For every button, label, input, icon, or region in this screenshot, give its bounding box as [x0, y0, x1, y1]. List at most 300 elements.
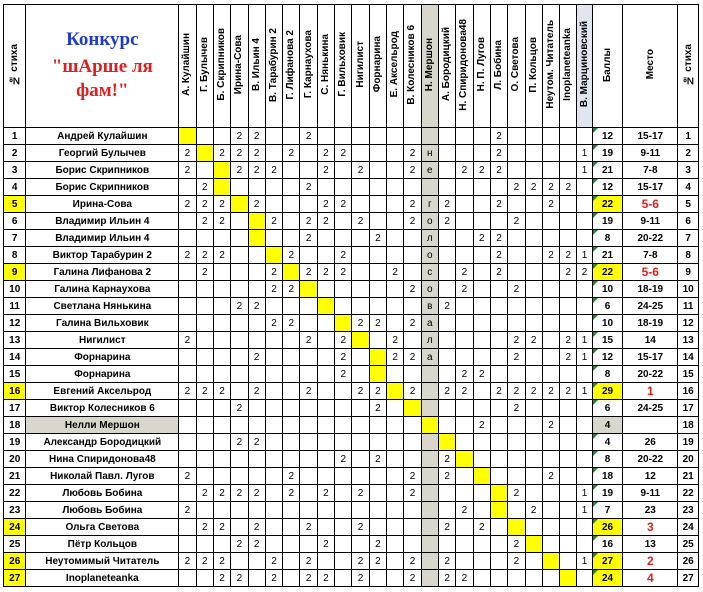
vote-cell	[525, 315, 542, 332]
vote-cell	[490, 349, 507, 366]
vote-cell: 2	[283, 315, 300, 332]
vote-cell: 2	[265, 553, 282, 570]
corner-mark-icon	[593, 145, 598, 150]
vote-cell	[456, 145, 473, 162]
vote-cell	[213, 451, 230, 468]
vote-cell	[387, 281, 404, 298]
row-number-right: 18	[678, 417, 699, 434]
vote-cell: 2	[196, 383, 213, 400]
vote-cell	[352, 502, 369, 519]
author-name: Андрей Кулайшин	[26, 128, 179, 145]
place-cell: 20-22	[623, 230, 678, 247]
score-cell	[592, 400, 623, 417]
score-value: 18	[601, 470, 614, 482]
vote-cell	[179, 230, 196, 247]
vote-cell: 2	[404, 349, 421, 366]
vote-cell	[248, 332, 265, 349]
vote-cell	[542, 536, 559, 553]
vote-cell: 2	[300, 519, 317, 536]
author-name: Пётр Кольцов	[26, 536, 179, 553]
column-header-label: В. Марциновский	[579, 21, 591, 108]
vote-cell	[369, 213, 386, 230]
vote-cell	[317, 332, 334, 349]
vote-cell	[265, 366, 282, 383]
table-row	[4, 264, 699, 281]
vote-cell	[490, 502, 507, 519]
vote-cell	[560, 553, 577, 570]
vote-cell: 2	[352, 485, 369, 502]
vote-cell	[404, 128, 421, 145]
score-value: 8	[604, 232, 611, 244]
vote-cell	[525, 196, 542, 213]
row-number-right: 21	[678, 468, 699, 485]
vote-cell: 2	[300, 570, 317, 587]
vote-cell	[560, 281, 577, 298]
author-name: Владимир Ильин 4	[26, 230, 179, 247]
corner-mark-icon	[593, 332, 598, 337]
score-cell	[592, 349, 623, 366]
vote-cell	[421, 400, 438, 417]
vote-cell	[577, 570, 592, 587]
vote-cell	[196, 417, 213, 434]
row-number: 2	[4, 145, 26, 162]
vote-cell: 2	[248, 145, 265, 162]
corner-mark-icon	[593, 196, 598, 201]
vote-cell: 2	[404, 468, 421, 485]
vote-cell	[265, 519, 282, 536]
column-header-label: П. Кольцов	[527, 36, 539, 93]
column-header-voter	[300, 5, 317, 128]
vote-cell: о	[421, 247, 438, 264]
place-cell: 3	[623, 519, 678, 536]
vote-cell	[438, 536, 455, 553]
row-number: 16	[4, 383, 26, 400]
vote-cell: 2	[196, 264, 213, 281]
vote-cell	[404, 536, 421, 553]
row-number-right: 22	[678, 485, 699, 502]
place-cell: 20-22	[623, 366, 678, 383]
vote-cell	[387, 383, 404, 400]
vote-cell	[213, 315, 230, 332]
column-header-voter	[490, 5, 507, 128]
vote-cell	[317, 468, 334, 485]
vote-cell	[577, 451, 592, 468]
author-name: Борис Скрипников	[26, 162, 179, 179]
vote-cell	[335, 383, 352, 400]
row-number-right: 5	[678, 196, 699, 213]
author-name: Любовь Бобина	[26, 502, 179, 519]
vote-cell	[369, 519, 386, 536]
row-number: 15	[4, 366, 26, 383]
vote-cell	[283, 332, 300, 349]
vote-cell	[421, 128, 438, 145]
vote-cell: 2	[213, 145, 230, 162]
vote-cell	[352, 451, 369, 468]
vote-cell	[421, 383, 438, 400]
place-header-label: Место	[644, 49, 656, 80]
vote-cell	[560, 468, 577, 485]
author-name: Форнарина	[26, 366, 179, 383]
vote-cell	[231, 281, 248, 298]
vote-cell	[265, 179, 282, 196]
score-value: 6	[604, 402, 611, 414]
place-cell: 20-22	[623, 451, 678, 468]
vote-cell: 2	[283, 281, 300, 298]
vote-cell	[179, 349, 196, 366]
column-header-label: Г. Вильховик	[337, 32, 349, 97]
author-name: Николай Павл. Лугов	[26, 468, 179, 485]
vote-cell	[438, 128, 455, 145]
vote-cell	[265, 383, 282, 400]
vote-cell	[387, 570, 404, 587]
vote-cell	[352, 145, 369, 162]
vote-cell	[335, 519, 352, 536]
vote-cell	[317, 281, 334, 298]
score-cell	[592, 502, 623, 519]
vote-cell	[352, 179, 369, 196]
row-number-right: 6	[678, 213, 699, 230]
score-cell	[592, 264, 623, 281]
vote-cell: 2	[542, 179, 559, 196]
vote-cell	[369, 366, 386, 383]
vote-cell	[490, 434, 507, 451]
vote-cell	[508, 230, 525, 247]
vote-cell	[387, 366, 404, 383]
vote-cell	[369, 570, 386, 587]
vote-cell	[352, 281, 369, 298]
vote-cell	[317, 434, 334, 451]
vote-cell	[179, 519, 196, 536]
vote-cell	[335, 553, 352, 570]
vote-cell	[196, 451, 213, 468]
vote-cell	[560, 128, 577, 145]
vote-cell	[387, 502, 404, 519]
vote-cell	[352, 536, 369, 553]
vote-cell	[231, 196, 248, 213]
vote-cell: 2	[213, 570, 230, 587]
vote-cell	[335, 502, 352, 519]
author-name: Любовь Бобина	[26, 485, 179, 502]
vote-cell: 2	[283, 145, 300, 162]
vote-cell: 2	[265, 213, 282, 230]
place-cell: 24-25	[623, 298, 678, 315]
vote-cell: о	[421, 281, 438, 298]
vote-cell	[473, 553, 490, 570]
vote-cell: 2	[248, 519, 265, 536]
vote-cell	[508, 366, 525, 383]
vote-cell	[300, 162, 317, 179]
vote-cell	[265, 349, 282, 366]
vote-cell: 2	[335, 332, 352, 349]
vote-cell: 2	[317, 213, 334, 230]
author-name: Евгений Аксельрод	[26, 383, 179, 400]
author-name: Галина Карнаухова	[26, 281, 179, 298]
vote-cell	[508, 145, 525, 162]
vote-cell	[265, 230, 282, 247]
row-number: 8	[4, 247, 26, 264]
vote-cell: 2	[352, 383, 369, 400]
table-row	[4, 315, 699, 332]
row-number: 26	[4, 553, 26, 570]
row-number: 7	[4, 230, 26, 247]
corner-mark-icon	[593, 485, 598, 490]
vote-cell	[248, 281, 265, 298]
vote-cell	[577, 230, 592, 247]
vote-cell	[542, 400, 559, 417]
vote-cell	[577, 417, 592, 434]
vote-cell	[300, 315, 317, 332]
vote-cell: 2	[248, 383, 265, 400]
vote-cell	[473, 145, 490, 162]
vote-cell	[404, 264, 421, 281]
score-cell	[592, 434, 623, 451]
vote-cell: 2	[300, 128, 317, 145]
column-header-label: Б. Скрипников	[216, 28, 228, 101]
vote-cell: 2	[283, 485, 300, 502]
vote-cell: 2	[196, 247, 213, 264]
vote-cell	[213, 366, 230, 383]
vote-cell: 2	[404, 383, 421, 400]
vote-cell: 2	[317, 570, 334, 587]
vote-cell	[404, 400, 421, 417]
vote-cell	[335, 179, 352, 196]
place-cell: 5-6	[623, 264, 678, 281]
vote-cell	[542, 264, 559, 281]
vote-cell	[490, 468, 507, 485]
vote-cell	[213, 349, 230, 366]
vote-cell	[404, 332, 421, 349]
vote-cell: 2	[456, 383, 473, 400]
vote-cell	[490, 400, 507, 417]
vote-cell	[577, 213, 592, 230]
vote-cell: 2	[231, 162, 248, 179]
vote-cell	[542, 485, 559, 502]
score-value: 7	[604, 504, 611, 516]
vote-cell	[387, 298, 404, 315]
vote-cell	[231, 366, 248, 383]
row-number-right: 11	[678, 298, 699, 315]
vote-cell	[352, 366, 369, 383]
vote-cell	[542, 315, 559, 332]
vote-cell	[560, 213, 577, 230]
vote-cell	[369, 162, 386, 179]
author-name: Галина Лифанова 2	[26, 264, 179, 281]
vote-cell	[473, 349, 490, 366]
row-number-right: 3	[678, 162, 699, 179]
vote-cell	[231, 502, 248, 519]
vote-cell	[525, 451, 542, 468]
vote-cell: 2	[317, 485, 334, 502]
vote-cell: 2	[179, 196, 196, 213]
vote-cell	[421, 468, 438, 485]
vote-cell	[335, 468, 352, 485]
score-value: 29	[601, 385, 614, 397]
vote-cell	[265, 196, 282, 213]
vote-cell	[473, 434, 490, 451]
vote-cell: 2	[508, 281, 525, 298]
vote-cell	[542, 298, 559, 315]
vote-cell: 2	[525, 502, 542, 519]
table-row	[4, 383, 699, 400]
vote-cell	[577, 315, 592, 332]
num-header	[4, 5, 26, 128]
vote-cell	[265, 502, 282, 519]
vote-cell: 2	[369, 383, 386, 400]
results-table	[3, 4, 699, 587]
vote-cell	[508, 519, 525, 536]
score-value: 19	[601, 487, 614, 499]
vote-cell	[231, 264, 248, 281]
vote-cell	[490, 519, 507, 536]
place-cell: 14	[623, 332, 678, 349]
author-name: Виктор Колесников 6	[26, 400, 179, 417]
column-header-label: В. Колесников 6	[406, 24, 418, 105]
vote-cell	[179, 366, 196, 383]
score-cell	[592, 485, 623, 502]
vote-cell	[231, 332, 248, 349]
row-number-right: 12	[678, 315, 699, 332]
vote-cell	[283, 553, 300, 570]
vote-cell	[508, 128, 525, 145]
place-cell: 18-19	[623, 315, 678, 332]
author-name: Нигилист	[26, 332, 179, 349]
column-header-voter	[213, 5, 230, 128]
column-header-voter	[525, 5, 542, 128]
vote-cell	[473, 213, 490, 230]
row-number: 11	[4, 298, 26, 315]
vote-cell	[490, 315, 507, 332]
table-row	[4, 145, 699, 162]
vote-cell	[525, 230, 542, 247]
vote-cell	[473, 247, 490, 264]
table-row	[4, 570, 699, 587]
column-header-label: С. Нянькина	[319, 34, 331, 95]
column-header-voter	[283, 5, 300, 128]
table-row	[4, 553, 699, 570]
vote-cell	[179, 128, 196, 145]
vote-cell	[577, 519, 592, 536]
vote-cell: 2	[369, 536, 386, 553]
row-number-right: 26	[678, 553, 699, 570]
vote-cell	[542, 434, 559, 451]
vote-cell	[525, 417, 542, 434]
vote-cell	[508, 196, 525, 213]
vote-cell: 2	[542, 468, 559, 485]
vote-cell	[387, 417, 404, 434]
vote-cell	[473, 502, 490, 519]
vote-cell	[387, 247, 404, 264]
vote-cell	[421, 434, 438, 451]
vote-cell	[490, 485, 507, 502]
row-number: 13	[4, 332, 26, 349]
vote-cell: 2	[231, 145, 248, 162]
place-cell: 15-17	[623, 179, 678, 196]
vote-cell	[525, 247, 542, 264]
vote-cell	[577, 281, 592, 298]
vote-cell	[283, 366, 300, 383]
vote-cell	[369, 247, 386, 264]
vote-cell	[404, 502, 421, 519]
vote-cell	[473, 196, 490, 213]
vote-cell	[473, 485, 490, 502]
vote-cell	[196, 570, 213, 587]
vote-cell	[404, 451, 421, 468]
corner-mark-icon	[593, 502, 598, 507]
vote-cell: 2	[248, 162, 265, 179]
vote-cell	[352, 468, 369, 485]
author-name: Александр Бородицкий	[26, 434, 179, 451]
vote-cell	[179, 451, 196, 468]
vote-cell	[213, 264, 230, 281]
vote-cell	[456, 417, 473, 434]
place-cell: 18-19	[623, 281, 678, 298]
vote-cell	[352, 417, 369, 434]
author-name: Нина Спиридонова48	[26, 451, 179, 468]
vote-cell: 2	[300, 213, 317, 230]
vote-cell	[335, 315, 352, 332]
vote-cell	[404, 179, 421, 196]
vote-cell	[508, 162, 525, 179]
column-header-voter	[231, 5, 248, 128]
vote-cell: 2	[196, 196, 213, 213]
vote-cell	[231, 179, 248, 196]
vote-cell: 2	[438, 213, 455, 230]
corner-mark-icon	[593, 179, 598, 184]
vote-cell	[317, 502, 334, 519]
vote-cell	[542, 332, 559, 349]
column-header-label: В. Тарабурин 2	[267, 27, 279, 102]
vote-cell	[231, 383, 248, 400]
column-header-voter	[265, 5, 282, 128]
table-row	[4, 162, 699, 179]
score-value: 12	[601, 130, 614, 142]
vote-cell: 2	[231, 400, 248, 417]
column-header-label: Н. Спиридонова48	[458, 18, 470, 111]
score-cell	[592, 298, 623, 315]
vote-cell: 1	[577, 485, 592, 502]
vote-cell	[300, 417, 317, 434]
vote-cell	[456, 434, 473, 451]
place-cell: 15-17	[623, 128, 678, 145]
vote-cell: 2	[213, 485, 230, 502]
vote-cell	[525, 298, 542, 315]
vote-cell	[560, 315, 577, 332]
vote-cell: 2	[438, 383, 455, 400]
vote-cell	[438, 281, 455, 298]
vote-cell: 2	[508, 332, 525, 349]
vote-cell	[456, 553, 473, 570]
vote-cell: 2	[490, 145, 507, 162]
vote-cell: 2	[265, 315, 282, 332]
vote-cell	[283, 213, 300, 230]
vote-cell: в	[421, 298, 438, 315]
score-cell	[592, 536, 623, 553]
vote-cell: г	[421, 196, 438, 213]
vote-cell	[525, 162, 542, 179]
score-cell	[592, 179, 623, 196]
vote-cell	[335, 400, 352, 417]
vote-cell: 1	[577, 349, 592, 366]
vote-cell	[300, 281, 317, 298]
vote-cell	[213, 162, 230, 179]
vote-cell	[560, 298, 577, 315]
vote-cell: 2	[387, 349, 404, 366]
column-header-label: Г. Булычев	[198, 37, 210, 92]
score-cell	[592, 230, 623, 247]
vote-cell	[196, 332, 213, 349]
vote-cell: 2	[213, 519, 230, 536]
vote-cell: 2	[508, 536, 525, 553]
